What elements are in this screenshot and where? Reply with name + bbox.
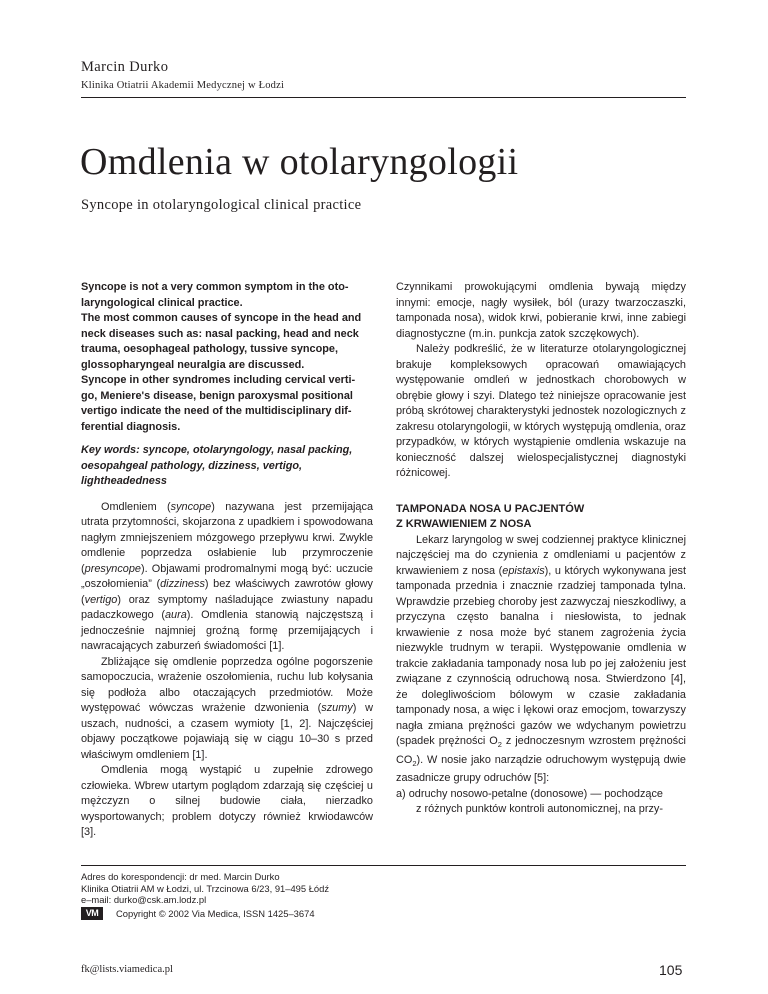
abstract-line: Syncope in other syndromes including cervical verti- [81,374,356,386]
article-title: Omdlenia w otolaryngologii [80,141,519,183]
body-paragraph: Czynnikami prowokującymi omdlenia bywają między innymi: emocje, nagły wysiłek, ból (urazy twarzoczaszki, tamponada nosa), widok krwi, pobieranie krwi, inne zabiegi diagnostyczne (m.in. punkcja zatok szczękowych). [396,281,686,340]
author-name: Marcin Durko [81,59,169,75]
body-paragraph: Omdlenia mogą wystąpić u zupełnie zdrowego człowieka. Wbrew utartym poglądom zdarzają się częściej u mężczyzn o silnej budowie ciała, nierzadko wysportowanych; problem dotyczy również krwiodawców [3]. [81,764,373,838]
body-paragraph: Zbliżające się omdlenie poprzedza ogólne pogorszenie samopoczucia, wrażenie oszołomienia, ruchu lub kołysania się podłoża albo otaczających przedmiotów. Może występować wówczas wrażenie dzwonienia (szumy) w uszach, nudności, a czasem wymioty [1, 2]. Najczęściej objawy początkowe pojawiają się w ciągu 10–30 s przed właściwym omdleniem [1]. [81,655,373,761]
author-affiliation: Klinika Otiatrii Akademii Medycznej w Łodzi [81,80,285,91]
abstract-line: vertigo indicate the need of the multidisciplinary dif- [81,405,352,417]
correspondence-address: Adres do korespondencji: dr med. Marcin Durko Klinika Otiatrii AM w Łodzi, ul. Trzcinowa 6/23, 91–495 Łódź e–mail: durko@csk.am.lodz.pl [81,871,330,906]
abstract-line: laryngological clinical practice. [81,296,243,309]
abstract-line: glossopharyngeal neuralgia are discussed. [81,358,305,371]
abstract-line: go, Meniere's disease, benign paroxysmal positional [81,389,353,402]
article-subtitle: Syncope in otolaryngological clinical practice [81,197,362,213]
footer-email: fk@lists.viamedica.pl [81,964,173,975]
abstract-line: ferential diagnosis. [81,420,181,433]
left-column [81,280,373,841]
section-heading: TAMPONADA NOSA U PACJENTÓW Z KRWAWIENIEM Z NOSA [396,502,585,530]
keywords: Key words: syncope, otolaryngology, nasal packing, oesopahgeal pathology, dizziness, vertigo, lightheadedness [81,444,353,487]
header-divider [81,97,686,98]
abstract-line: Syncope is not a very common symptom in the oto- [81,281,349,293]
page-number: 105 [659,962,683,978]
right-column [396,280,686,818]
body-paragraph: Należy podkreślić, że w literaturze otolaryngologicznej brakuje kompleksowych opracowań omawiających występowanie omdleń w jednostkach chorobowych w obrębie głowy i szyi. Dlatego też niniejsze opracowanie jest próbą skrótowej charakterystyki jednostek nozologicznych z zakresu otolaryngologii, w których występują omdlenia, oraz przypadków, w których wystąpienie omdlenia wskazuje na konieczność dalszej wielospecjalistycznej diagnostyki różnicowej. [396,343,686,479]
abstract-line: The most common causes of syncope in the head and [81,312,362,324]
body-paragraph: Lekarz laryngolog w swej codziennej praktyce klinicznej najczęściej ma do czynienia z omdleniami u pacjentów z krwawieniem z nosa (epistaxis), u których wykonywana jest tamponada przednia i znacznie rzadziej tamponada tylna. Wprawdzie przebieg choroby jest zazwyczaj nieszkodliwy, a przyczyna często banalna i niesłowista, to jednak krwawienie z nosa może być stanem zagrożenia życia niezwykle trudnym w terapii. Występowanie omdlenia w trakcie zakładania tamponady nosa lub po jej założeniu jest związane z czynnością odruchową nosa. Stwierdzono [4], że dolegliwościom bólowym w czasie zakładania tamponady nosa, a więc i lękowi oraz emocjom, towarzyszy nagła zmiana prężności gazów we wdychanym powietrzu (spadek prężności $O_2$ z jednoczesnym wzrostem prężności $CO_2$). W nosie jako narządzie odruchowym występują dwie zasadnicze grupy odruchów [5]: [396,533,686,785]
via-medica-logo-icon: VM [81,907,103,920]
abstract-line: trauma, oesophageal pathology, tussive syncope, [81,343,339,355]
copyright-notice: Copyright © 2002 Via Medica, ISSN 1425–3674 [116,908,315,919]
abstract [81,280,373,435]
footer-divider [81,865,686,866]
body-paragraph: Omdleniem (syncope) nazywana jest przemijająca utrata przytomności, skojarzona z upadkiem i spowodowana nagłym zmniejszeniem mózgowego przepływu krwi. Zwykle omdlenie poprzedza osłabienie lub przymroczenie (presyncope). Objawami prodromalnymi mogą być: uczucie „oszołomienia” (dizziness) bez właściwych zawrotów głowy (vertigo) oraz symptomy naśladujące zwiastuny napadu padaczkowego (aura). Omdlenia stanowią najczęstszą i jednocześnie najmniej groźną formę przemijających i nawracających zaburzeń świadomości [1]. [81,500,373,652]
list-item: a) odruchy nosowo-petalne (donosowe) — pochodzące z różnych punktów kontroli autonomicznej, na przy- [396,787,663,816]
abstract-line: neck diseases such as: nasal packing, head and neck [81,327,359,340]
